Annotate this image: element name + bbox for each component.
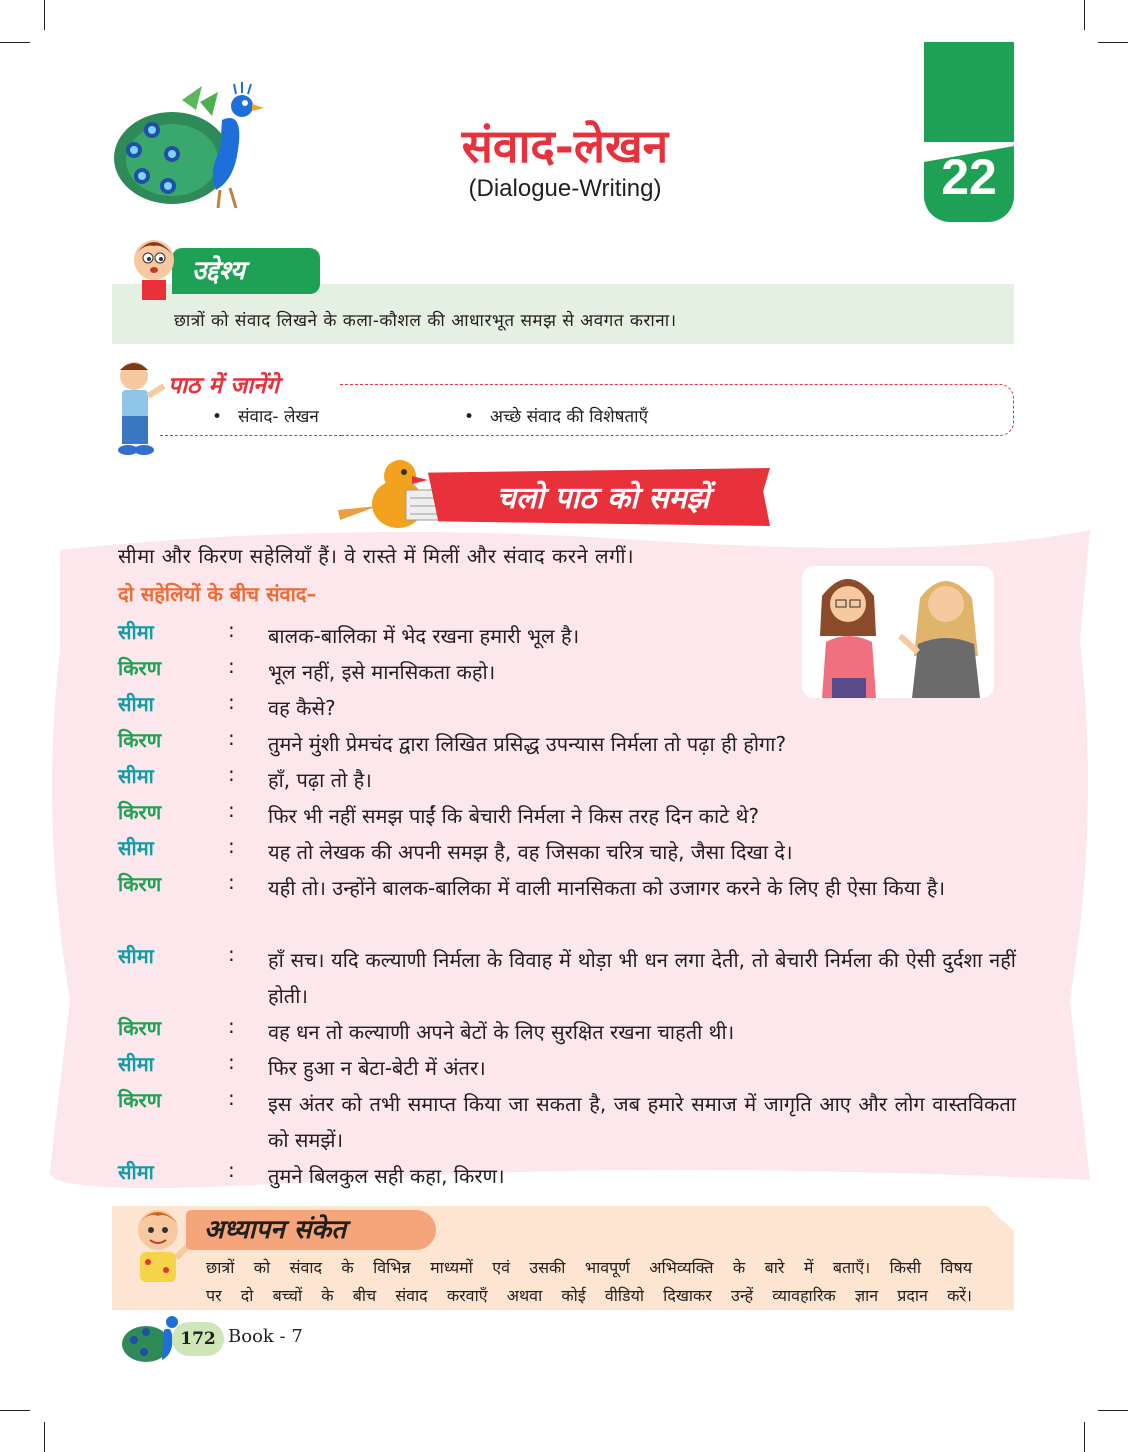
speaker-name: सीमा [118,692,154,716]
speaker-name: किरण [118,728,162,752]
speaker-separator: : [228,834,235,858]
speaker-separator: : [228,870,235,894]
dialogue-text: फिर हुआ न बेटा-बेटी में अंतर। [268,1056,486,1080]
chapter-number: 22 [941,149,997,205]
dialogue-text: फिर भी नहीं समझ पाईं कि बेचारी निर्मला ने किस तरह दिन काटे थे? [268,804,759,828]
bullet-icon: • [464,407,475,427]
speaker-name: सीमा [118,764,154,788]
objective-label: उद्देश्य [172,248,320,294]
learn-section-title: पाठ में जानेंगे [168,372,279,399]
speaker-separator: : [228,1158,235,1182]
learn-box [340,384,1014,436]
objective-text: छात्रों को संवाद लिखने के कला-कौशल की आधारभूत समझ से अवगत कराना। [174,311,677,331]
speaker-name: सीमा [118,1052,154,1076]
speaker-separator: : [228,1050,235,1074]
learn-item: • अच्छे संवाद की विशेषताएँ [464,407,648,427]
peacock-illustration [112,80,282,212]
page-title: संवाद-लेखन [461,119,669,173]
speaker-name: किरण [118,656,162,680]
crop-mark [1098,1410,1128,1411]
dialogue-text: बालक-बालिका में भेद रखना हमारी भूल है। [268,624,580,648]
crop-mark [1084,0,1085,30]
crop-mark [44,0,45,30]
dialogue-text: भूल नहीं, इसे मानसिकता कहो। [268,660,496,684]
boy-cartoon-icon [126,1204,192,1286]
page-subtitle: (Dialogue-Writing) [468,175,662,202]
crop-mark [0,1410,30,1411]
speaker-name: सीमा [118,944,154,968]
dialogue-intro: सीमा और किरण सहेलियाँ हैं। वे रास्ते में मिलीं और संवाद करने लगीं। [118,544,635,568]
speaker-separator: : [228,762,235,786]
speaker-name: किरण [118,1088,162,1112]
feather-fan-icon [114,86,230,204]
speaker-separator: : [228,1014,235,1038]
speaker-separator: : [228,798,235,822]
dialogue-text: हाँ, पढ़ा तो है। [268,768,372,792]
speaker-separator: : [228,654,235,678]
learn-item: • संवाद- लेखन [212,407,319,427]
dialogue-text: वह कैसे? [268,696,336,720]
crop-mark [0,42,30,43]
bullet-icon: • [212,407,223,427]
boy-cartoon-icon [128,234,180,300]
dialogue-text: यही तो। उन्होंने बालक-बालिका में वाली मानसिकता को उजागर करने के लिए ही ऐसा किया है। [268,876,946,900]
dialogue-text: हाँ सच। यदि कल्याणी निर्मला के विवाह में थोड़ा भी धन लगा देती, तो बेचारी निर्मला की ऐसी दुर्दशा नहीं होती। [268,948,1016,1008]
speaker-name: किरण [118,872,162,896]
banner-label: चलो पाठ को समझें [496,481,710,516]
dialogue-text: इस अंतर को तभी समाप्त किया जा सकता है, जब हमारे समाज में जागृति आए और लोग वास्तविकता को समझें। [268,1092,1016,1152]
crop-mark [1098,42,1128,43]
pointing-boy-icon [110,358,166,456]
dialogue-text: यह तो लेखक की अपनी समझ है, वह जिसका चरित्र चाहे, जैसा दिखा दे। [268,840,793,864]
tips-text-line: छात्रों को संवाद के विभिन्न माध्यमों एवं उसकी भावपूर्ण अभिव्यक्ति के बारे में बताएँ। किसी विषय [206,1258,972,1277]
speaker-separator: : [228,1086,235,1110]
tips-label: अध्यापन संकेत [186,1210,436,1250]
speaker-separator: : [228,618,235,642]
dialogue-text: तुमने मुंशी प्रेमचंद द्वारा लिखित प्रसिद्ध उपन्यास निर्मला तो पढ़ा ही होगा? [268,732,787,756]
speaker-separator: : [228,942,235,966]
speaker-name: सीमा [118,1160,154,1184]
crop-mark [1084,1422,1085,1452]
dialogue-text: तुमने बिलकुल सही कहा, किरण। [268,1164,505,1188]
speaker-name: सीमा [118,620,154,644]
page-number: 172 [172,1322,224,1356]
speaker-separator: : [228,690,235,714]
dialogue-text: वह धन तो कल्याणी अपने बेटों के लिए सुरक्षित रखना चाहती थी। [268,1020,735,1044]
crop-mark [44,1422,45,1452]
tips-text-line: पर दो बच्चों के बीच संवाद करवाएँ अथवा कोई वीडियो दिखाकर उन्हें व्यावहारिक ज्ञान प्रदान करें। [206,1286,972,1305]
book-label: Book - 7 [228,1326,303,1347]
speaker-separator: : [228,726,235,750]
speaker-name: किरण [118,800,162,824]
dialogue-subheading: दो सहेलियों के बीच संवाद– [118,582,317,606]
title-block [360,118,770,204]
speaker-name: किरण [118,1016,162,1040]
speaker-name: सीमा [118,836,154,860]
